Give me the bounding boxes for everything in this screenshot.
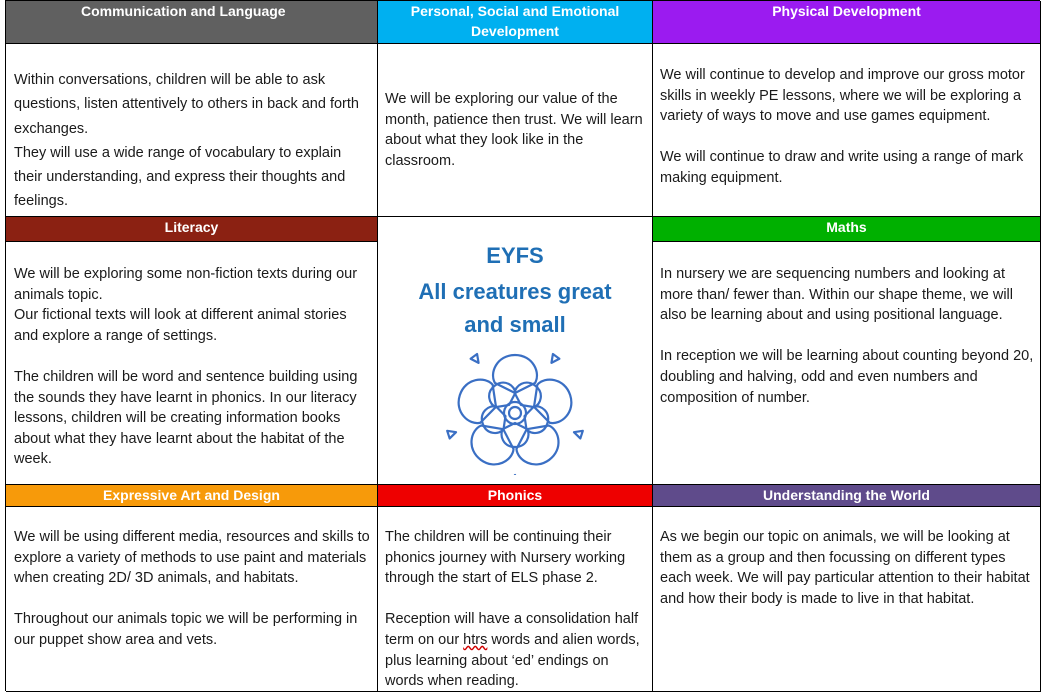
body-literacy [14, 264, 372, 470]
cell-communication [6, 1, 378, 217]
cell-maths [653, 217, 1041, 485]
body-communication [14, 68, 370, 214]
body-maths [660, 264, 1034, 408]
body-physical [660, 65, 1034, 189]
communication-para-2: They will use a wide range of vocabulary to explain their understanding, and express their thoughts and feelings. [14, 144, 346, 210]
header-art-label: Expressive Art and Design [103, 487, 280, 503]
cell-phonics [378, 485, 653, 692]
topic-title: All creatures great and small [418, 279, 612, 337]
header-world-label: Understanding the World [763, 487, 930, 503]
cell-literacy [6, 217, 378, 485]
body-art [14, 527, 372, 651]
body-world [660, 527, 1036, 609]
cell-center [378, 217, 653, 485]
phonics-misspelled-word: htrs [463, 631, 488, 648]
header-literacy [6, 217, 377, 242]
cell-art [6, 485, 378, 692]
cell-psed [378, 1, 653, 217]
header-art [6, 485, 377, 507]
header-phonics-label: Phonics [487, 487, 543, 503]
communication-para-1: Within conversations, children will be able to ask questions, listen attentively to others in back and forth exchanges. [14, 72, 359, 137]
header-psed [378, 1, 652, 44]
header-physical [653, 1, 1040, 44]
header-psed-label: Personal, Social and Emotional Development [410, 3, 620, 39]
phonics-para-1: The children will be continuing their phonics journey with Nursery working through the start of ELS phase 2. [385, 529, 626, 587]
eyfs-heading: EYFS [486, 243, 544, 268]
tudor-rose-icon [440, 345, 590, 475]
header-maths [653, 217, 1040, 242]
psed-para-1: We will be exploring our value of the month, patience then trust. We will learn about what they look like in the classroom. [385, 91, 643, 169]
art-para-2: Throughout our animals topic we will be performing in our puppet show area and vets. [14, 611, 358, 648]
header-physical-label: Physical Development [772, 3, 921, 19]
world-para-1: As we begin our topic on animals, we will be looking at them as a group and then focussing on different types each week. We will pay particular attention to their habitat and how their body is made to live in that habitat. [660, 529, 1030, 607]
phonics-para-2 [385, 609, 651, 691]
literacy-para-3: The children will be word and sentence building using the sounds they have learnt in phonics. In our literacy lessons, children will be creating information books about what they have learnt about the habitat of the week. [14, 368, 358, 468]
maths-para-2: In reception we will be learning about counting beyond 20, doubling and halving, odd and even numbers and composition of number. [660, 348, 1034, 406]
header-maths-label: Maths [826, 219, 867, 235]
physical-para-2: We will continue to draw and write using a range of mark making equipment. [660, 149, 1024, 186]
art-para-1: We will be using different media, resources and skills to explore a variety of methods to use paint and materials when creating 2D/ 3D animals, and habitats. [14, 529, 370, 587]
phonics-para-2-end: words and alien words, plus learning about ‘ed’ endings on words when reading. [385, 631, 640, 690]
cell-world [653, 485, 1041, 692]
literacy-para-1: We will be exploring some non-fiction texts during our animals topic. [14, 266, 358, 303]
body-psed [385, 89, 647, 171]
header-communication-label: Communication and Language [81, 3, 286, 19]
physical-para-1: We will continue to develop and improve our gross motor skills in weekly PE lessons, where we will be exploring a variety of ways to move and use games equipment. [660, 67, 1025, 125]
header-world [653, 485, 1040, 507]
header-communication [6, 1, 377, 44]
header-phonics [378, 485, 652, 507]
cell-physical [653, 1, 1041, 217]
header-literacy-label: Literacy [164, 219, 219, 235]
literacy-para-2: Our fictional texts will look at different animal stories and explore a range of settings. [14, 307, 347, 344]
topic-grid [5, 0, 1040, 691]
body-phonics [385, 527, 651, 692]
phonics-para-2-start: Reception will have a consolidation half term on our [385, 611, 639, 648]
maths-para-1: In nursery we are sequencing numbers and looking at more than/ fewer than. Within our shape theme, we will also be learning about and using positional language. [660, 266, 1013, 324]
